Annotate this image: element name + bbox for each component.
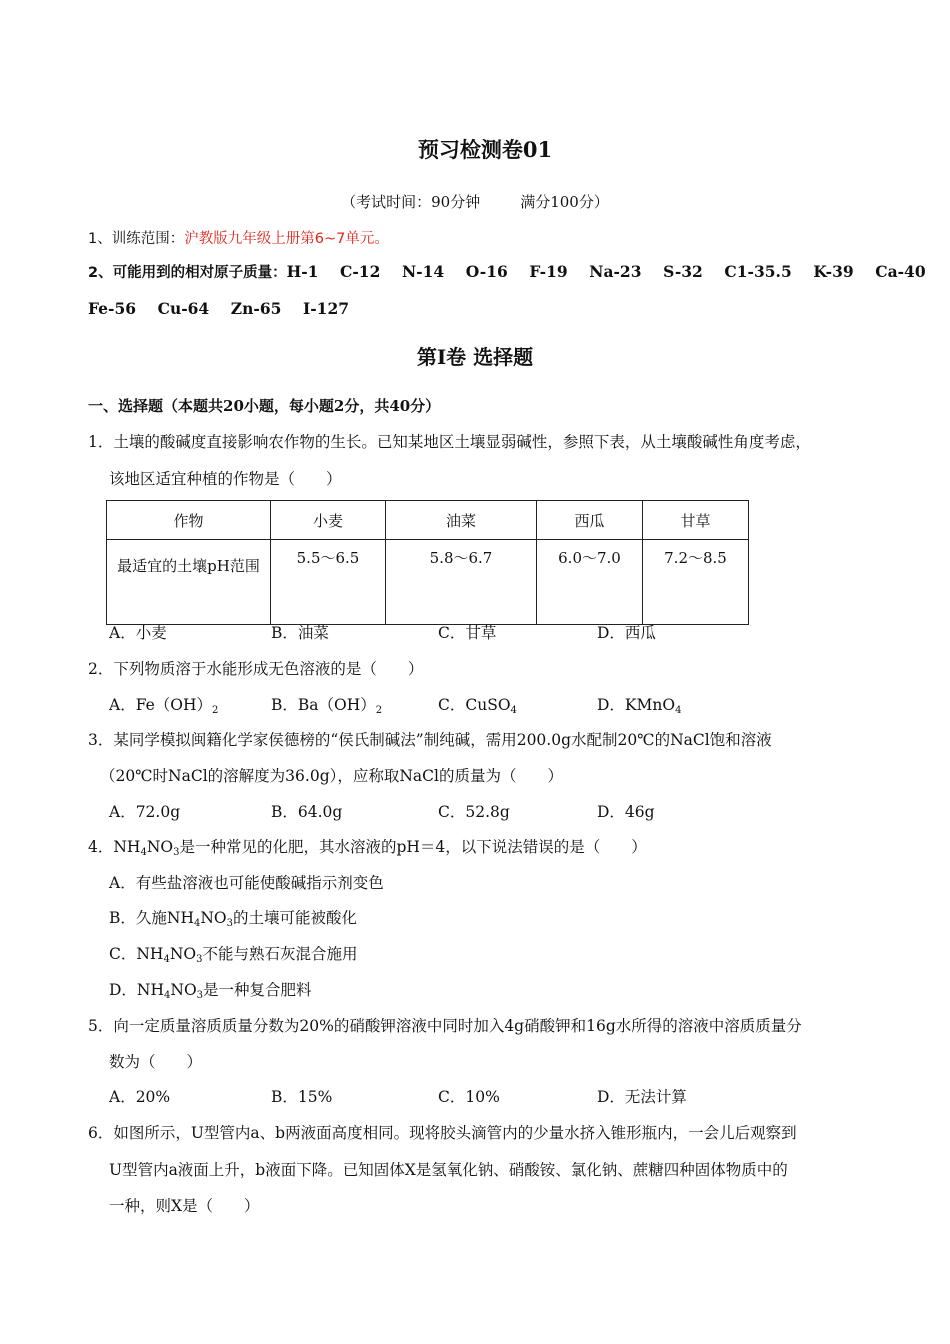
option-c[interactable]: C．甘草: [438, 624, 497, 642]
q3-line-1: 3．某同学模拟闽籍化学家侯德榜的“侯氏制碱法”制纯碱，需用200.0g水配制20℃的NaCl饱和溶液: [88, 731, 772, 749]
table-cell: 7.2～8.5: [643, 540, 749, 625]
table-row-label: 最适宜的土壤pH范围: [107, 540, 271, 625]
atomic-mass-line-2: Fe-56 Cu-64 Zn-65 I-127: [88, 299, 350, 318]
q4-stem-text: 是一种常见的化肥，其水溶液的pH＝4，以下说法错误的是（ ）: [179, 838, 647, 856]
q4-option-c[interactable]: C．$NH_4NO_3$不能与熟石灰混合施用: [109, 945, 358, 965]
q6-line-1: 6．如图所示，U型管内a、b两液面高度相同。现将胶头滴管内的少量水挤入锥形瓶内，一会儿后观察到: [88, 1124, 797, 1142]
option-a[interactable]: A．$Fe(OH)_2$: [109, 696, 219, 716]
table-header-cell: 西瓜: [537, 501, 643, 540]
option-a[interactable]: A．20%: [109, 1088, 171, 1106]
q5-line-1: 5．向一定质量溶质质量分数为20%的硝酸钾溶液中同时加入4g硝酸钾和16g水所得的溶液中溶质质量分: [88, 1017, 802, 1035]
option-b[interactable]: B．$Ba(OH)_2$: [271, 696, 383, 716]
option-d[interactable]: D．46g: [597, 803, 655, 821]
q4-option-a[interactable]: A．有些盐溶液也可能使酸碱指示剂变色: [109, 874, 384, 892]
q6-line-2: U型管内a液面上升，b液面下降。已知固体X是氢氧化钠、硝酸铵、氯化钠、蔗糖四种固体物质中的: [109, 1161, 788, 1179]
exam-score: 满分100分）: [520, 193, 609, 211]
table-header-cell: 小麦: [271, 501, 386, 540]
scope-value: 沪教版九年级上册第6~7单元。: [184, 231, 389, 247]
option-c[interactable]: C．52.8g: [438, 803, 510, 821]
atomic-mass-values: H-1 C-12 N-14 O-16 F-19 Na-23 S-32 C1-35.5 K-39 Ca-40: [286, 262, 926, 281]
crop-ph-table: [106, 500, 749, 625]
option-d[interactable]: D．西瓜: [597, 624, 656, 642]
table-header-cell: 甘草: [643, 501, 749, 540]
table-cell: 5.8～6.7: [386, 540, 537, 625]
exam-time: （考试时间：90分钟: [341, 193, 481, 211]
scope-label: 1、训练范围：: [88, 231, 185, 247]
option-b[interactable]: B．64.0g: [271, 803, 343, 821]
q5-line-2: 数为（ ）: [109, 1053, 203, 1071]
exam-meta: [0, 192, 950, 212]
q6-line-3: 一种，则X是（ ）: [109, 1197, 260, 1215]
table-header-row: [107, 501, 749, 540]
q2-stem: 2．下列物质溶于水能形成无色溶液的是（ ）: [88, 660, 424, 678]
option-c[interactable]: C．CuSO$_4$: [438, 696, 517, 716]
option-d[interactable]: D．KMnO$_4$: [597, 696, 682, 716]
q4-option-b[interactable]: B．久施$NH_4NO_3$的土壤可能被酸化: [109, 909, 358, 929]
option-c[interactable]: C．10%: [438, 1088, 500, 1106]
q4-stem: 4．$NH_4NO_3$是一种常见的化肥，其水溶液的pH＝4，以下说法错误的是（ ）: [88, 838, 647, 858]
page-title: 预习检测卷01: [417, 137, 553, 162]
section-title: 第Ⅰ卷 选择题: [416, 345, 534, 369]
option-b[interactable]: B．油菜: [271, 624, 329, 642]
table-header-cell: 作物: [107, 501, 271, 540]
table-header-cell: 油菜: [386, 501, 537, 540]
atomic-mass-label: 2、可能用到的相对原子质量：: [88, 265, 287, 281]
option-b[interactable]: B．15%: [271, 1088, 333, 1106]
q3-line-2: （20℃时NaCl的溶解度为36.0g），应称取NaCl的质量为（ ）: [100, 767, 563, 785]
atomic-mass-line-1: [88, 262, 926, 283]
option-a[interactable]: A．小麦: [109, 624, 167, 642]
option-a[interactable]: A．72.0g: [109, 803, 181, 821]
q1-line-1: 1．土壤的酸碱度直接影响农作物的生长。已知某地区土壤显弱碱性，参照下表，从土壤酸碱性角度考虑，: [88, 433, 811, 451]
table-cell: 6.0～7.0: [537, 540, 643, 625]
table-row: [107, 540, 749, 625]
option-d[interactable]: D．无法计算: [597, 1088, 687, 1106]
training-scope: [88, 229, 389, 249]
q1-line-2: 该地区适宜种植的作物是（ ）: [109, 470, 342, 488]
q4-option-d[interactable]: D．$NH_4NO_3$是一种复合肥料: [109, 981, 312, 1001]
table-cell: 5.5～6.5: [271, 540, 386, 625]
part-title: 一、选择题（本题共20小题，每小题2分，共40分）: [88, 397, 441, 415]
